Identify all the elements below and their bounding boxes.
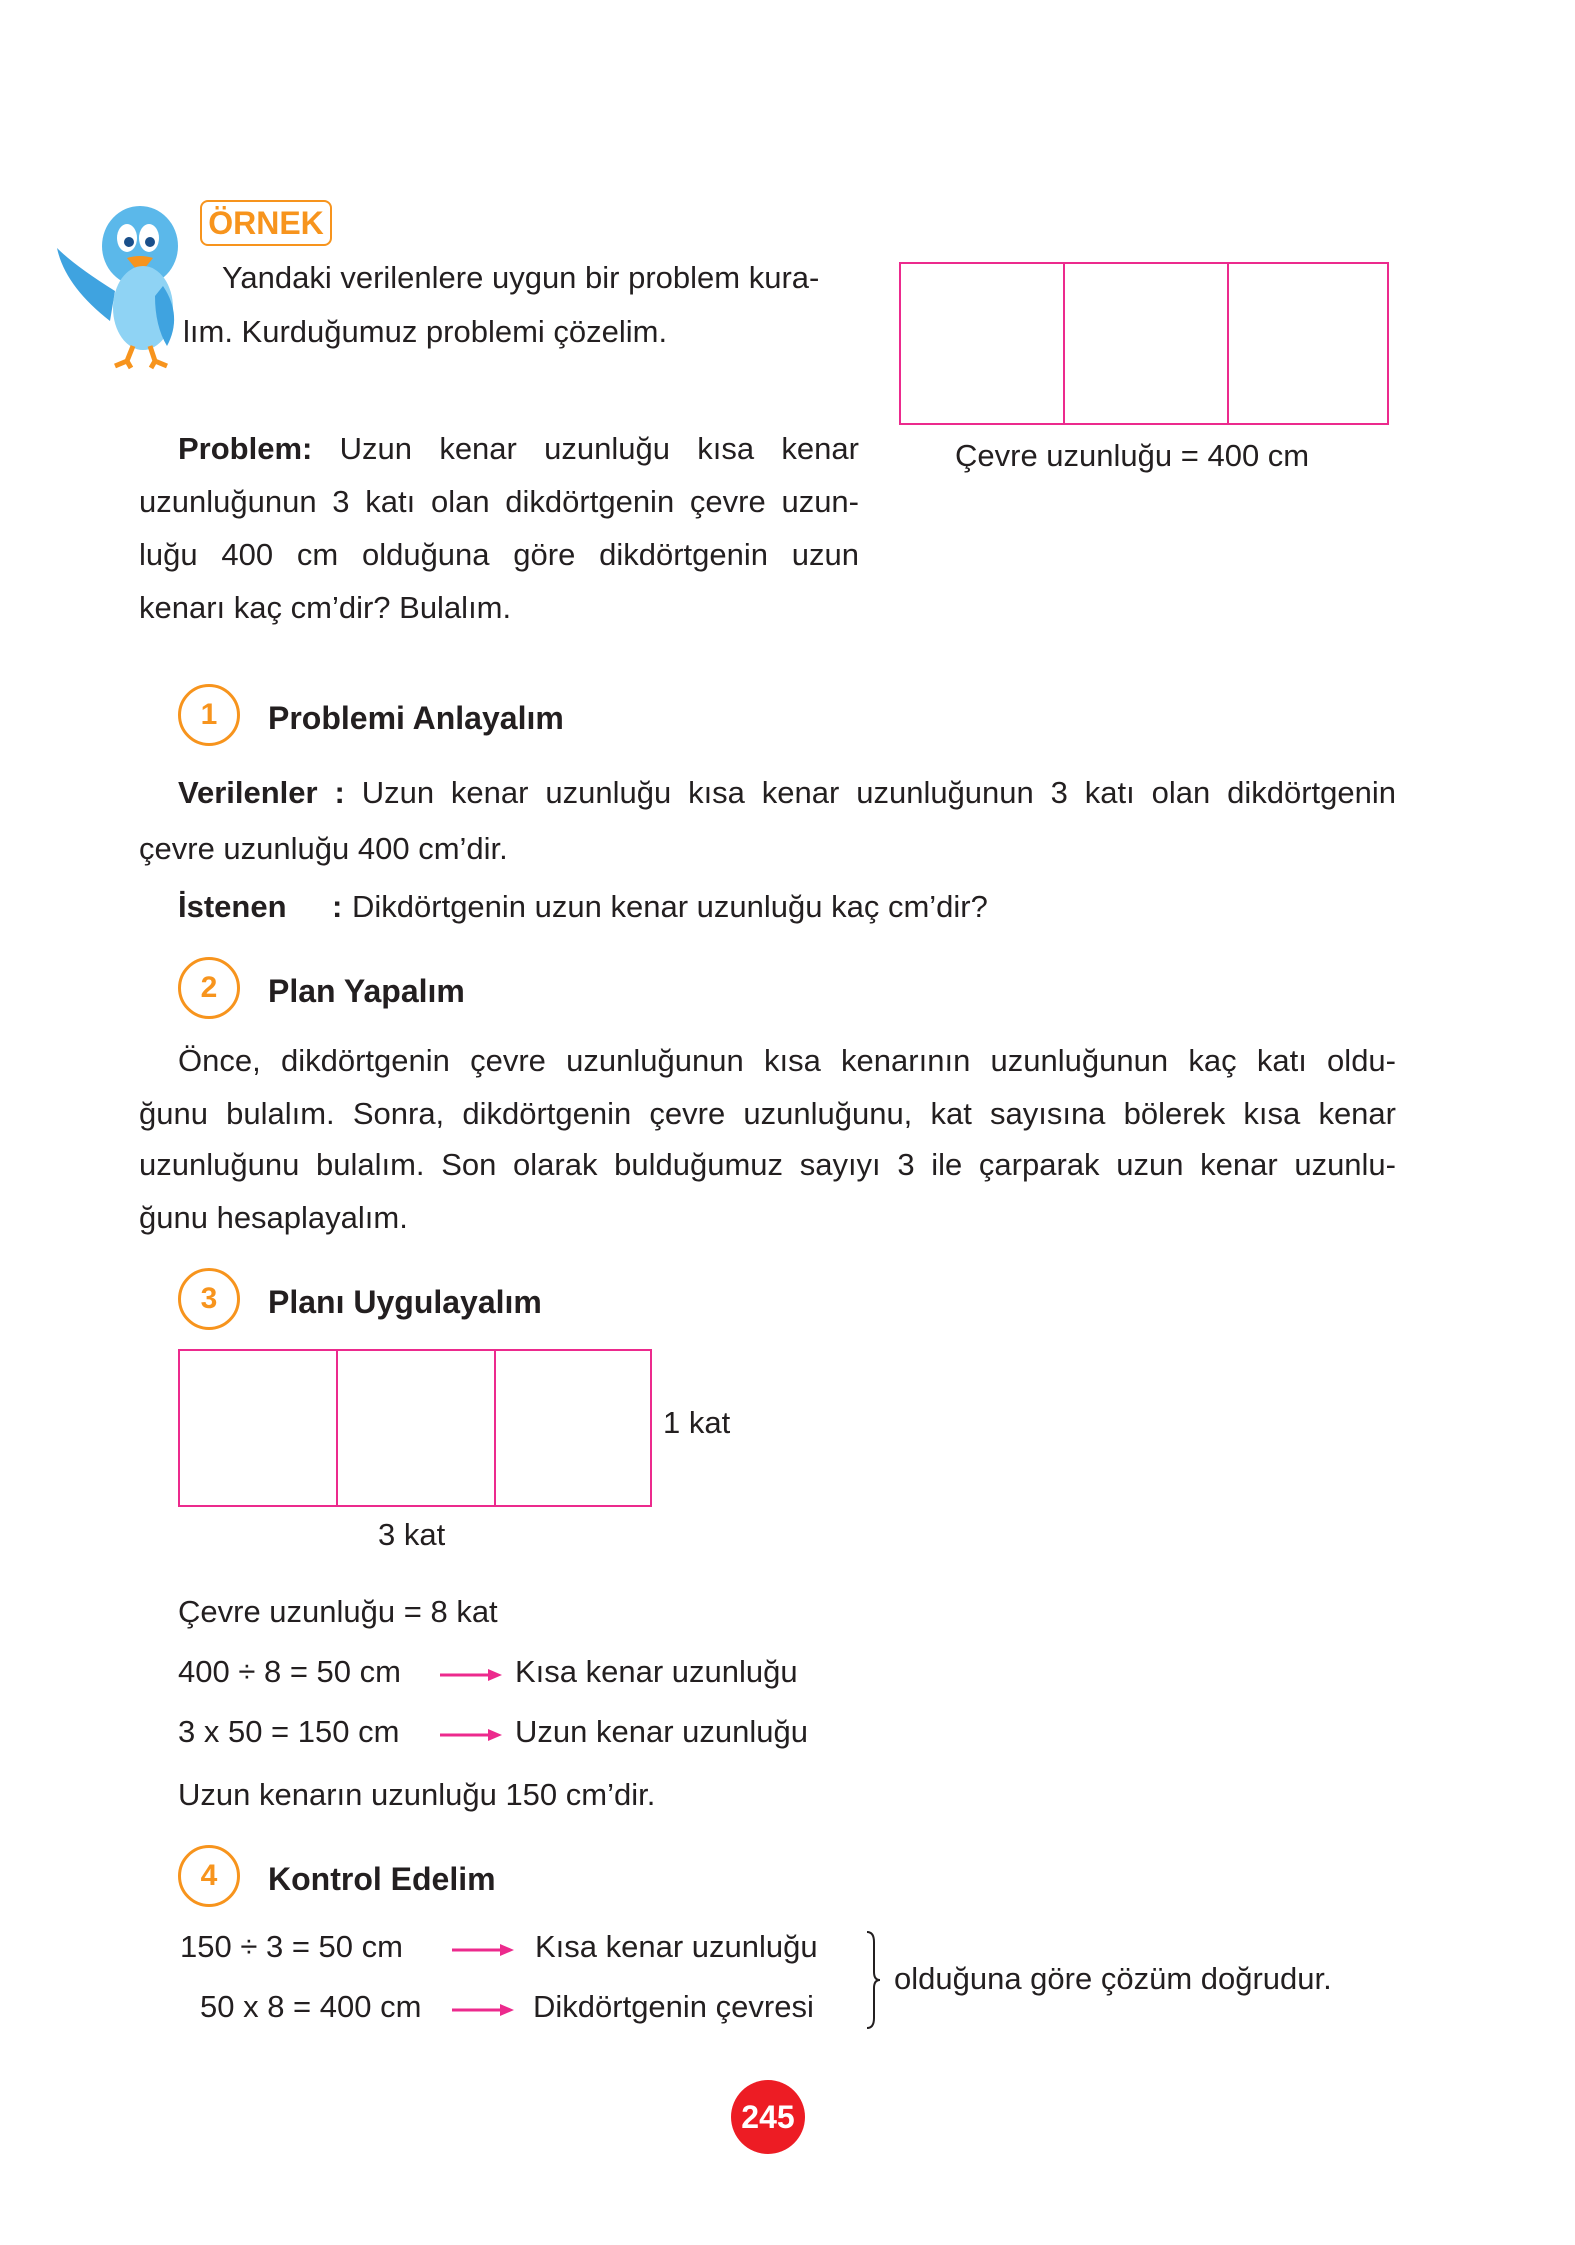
step-4-number: 4 (178, 1845, 240, 1907)
side-label: 1 kat (663, 1405, 731, 1440)
intro-line-1: Yandaki verilenlere uygun bir problem kura- (222, 260, 820, 295)
intro-line-2: lım. Kurduğumuz problemi çözelim. (183, 314, 668, 349)
arrow-right-icon (440, 1728, 502, 1742)
bird-mascot-icon (55, 196, 190, 371)
arrow-right-icon (452, 1943, 514, 1957)
example-badge: ÖRNEK (200, 200, 332, 246)
figure-caption: Çevre uzunluğu = 400 cm (955, 438, 1310, 473)
apply-calc-2: 3 x 50 = 150 cm (178, 1714, 400, 1749)
given-text: Uzun kenar uzunluğu kısa kenar uzunluğunun 3 katı olan dikdörtgenin (361, 775, 1396, 810)
step-2-title: Plan Yapalım (268, 973, 465, 1009)
apply-result-2: Uzun kenar uzunluğu (515, 1714, 808, 1749)
problem-text: Uzun kenar uzunluğu kısa kenar (339, 431, 859, 466)
problem-line-4: kenarı kaç cm’dir? Bulalım. (139, 590, 512, 625)
step-2-number: 2 (178, 957, 240, 1019)
apply-calc-1: 400 ÷ 8 = 50 cm (178, 1654, 401, 1689)
step-1-number: 1 (178, 684, 240, 746)
apply-conclusion: Uzun kenarın uzunluğu 150 cm’dir. (178, 1777, 656, 1812)
perimeter-line: Çevre uzunluğu = 8 kat (178, 1594, 498, 1629)
plan-line-2: ğunu bulalım. Sonra, dikdörtgenin çevre uzunluğunu, kat sayısına bölerek kısa kenar (139, 1096, 1396, 1131)
step-3-number: 3 (178, 1268, 240, 1330)
right-brace-icon (864, 1930, 884, 2030)
asked-text: Dikdörtgenin uzun kenar uzunluğu kaç cm’dir? (352, 889, 988, 924)
asked-label: İstenen (178, 889, 287, 924)
arrow-right-icon (452, 2003, 514, 2017)
check-result-1: Kısa kenar uzunluğu (535, 1929, 818, 1964)
plan-line-1: Önce, dikdörtgenin çevre uzunluğunun kısa kenarının uzunluğunun kaç katı oldu- (178, 1043, 1396, 1078)
problem-line-1 (178, 433, 859, 464)
bottom-label: 3 kat (378, 1517, 446, 1552)
apply-result-1: Kısa kenar uzunluğu (515, 1654, 798, 1689)
step-1-title: Problemi Anlayalım (268, 700, 564, 736)
problem-line-2: uzunluğunun 3 katı olan dikdörtgenin çevre uzun- (139, 484, 859, 519)
step-3-title: Planı Uygulayalım (268, 1284, 542, 1320)
check-calc-1: 150 ÷ 3 = 50 cm (180, 1929, 403, 1964)
plan-line-3: uzunluğunu bulalım. Son olarak bulduğumuz sayıyı 3 ile çarparak uzun kenar uzunlu- (139, 1147, 1396, 1182)
given-line-1 (178, 777, 1396, 808)
given-label: Verilenler : (178, 775, 345, 810)
check-calc-2: 50 x 8 = 400 cm (200, 1989, 422, 2024)
problem-line-3: luğu 400 cm olduğuna göre dikdörtgenin uzun (139, 537, 859, 572)
plan-line-4: ğunu hesaplayalım. (139, 1200, 408, 1235)
perimeter-rectangle (899, 262, 1389, 425)
arrow-right-icon (440, 1668, 502, 1682)
check-conclusion: olduğuna göre çözüm doğrudur. (894, 1961, 1332, 1996)
step-4-title: Kontrol Edelim (268, 1861, 496, 1897)
check-result-2: Dikdörtgenin çevresi (533, 1989, 814, 2024)
solution-rectangle (178, 1349, 652, 1507)
page-number-badge: 245 (731, 2080, 805, 2154)
asked-colon: : (332, 889, 343, 924)
given-line-2: çevre uzunluğu 400 cm’dir. (139, 831, 508, 866)
problem-label: Problem: (178, 431, 313, 466)
